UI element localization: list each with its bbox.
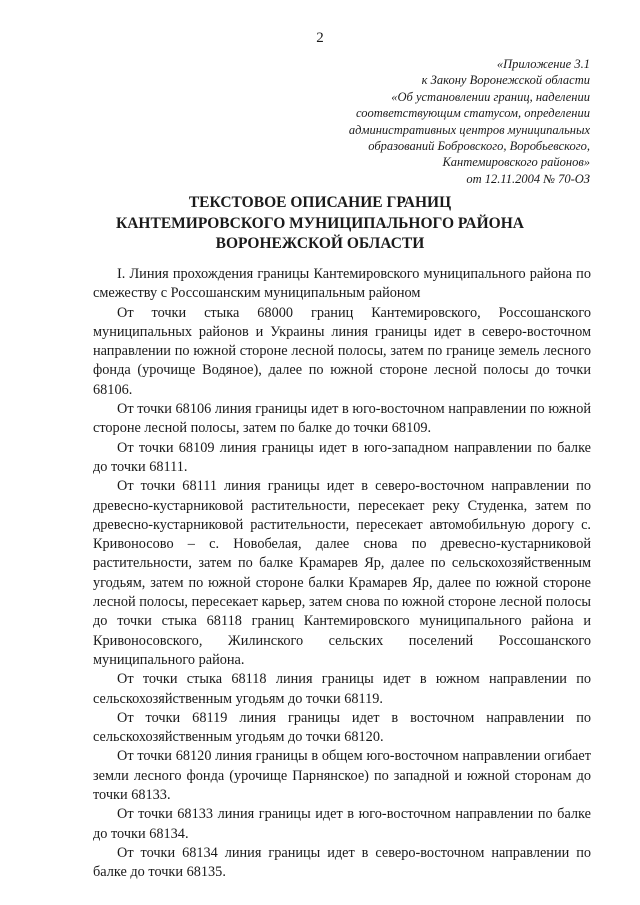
title-line: КАНТЕМИРОВСКОГО МУНИЦИПАЛЬНОГО РАЙОНА xyxy=(116,214,524,232)
appendix-line: Кантемировского районов» xyxy=(442,155,590,170)
paragraph: От точки 68106 линия границы идет в юго-восточном направлении по южной стороне лесной полосы, затем по балке до точки 68109. xyxy=(93,401,591,437)
appendix-line: «Приложение 3.1 xyxy=(496,57,590,71)
appendix-line: «Об установлении границ, наделении xyxy=(391,89,590,104)
paragraph: От точки 68111 линия границы идет в северо-восточном направлении по древесно-кустарниковой растительности, пересекает реку Студенка, затем по древесно-кустарниковой растительности, пересекает автомобильную дорогу с. Кривоносово – с. Новобелая, далее снова по древесно-кустарниковой растительности, затем по балке Крамарев Яр, далее по сельскохозяйственным угодьям, затем по южной стороне балки Крамарев Яр, далее по южной стороне лесной полосы, пересекает карьер, затем снова по южной стороне лесной полосы до точки стыка 68118 границ Кантемировского муниципального района и Кривоносовского, Жилинского сельских поселений Россошанского муниципального района. xyxy=(93,478,591,668)
title-line: ВОРОНЕЖСКОЙ ОБЛАСТИ xyxy=(215,235,425,252)
section-heading: I. Линия прохождения границы Кантемировского муниципального района по смежеству с Россошанским муниципальным районом xyxy=(93,266,591,302)
title-line: ТЕКСТОВОЕ ОПИСАНИЕ ГРАНИЦ xyxy=(188,194,452,211)
appendix-line: административных центров муниципальных xyxy=(348,122,590,137)
paragraph: От точки 68120 линия границы в общем юго-восточном направлении огибает земли лесного фонда (урочище Парнянское) по западной и южной сторонам до точки 68133. xyxy=(93,748,591,804)
document-title xyxy=(0,193,640,255)
page-number: 2 xyxy=(316,30,324,46)
appendix-reference xyxy=(300,56,590,187)
appendix-line: соответствующим статусом, определении xyxy=(356,106,590,121)
document-body xyxy=(93,265,591,883)
paragraph: От точки 68133 линия границы идет в юго-восточном направлении по балке до точки 68134. xyxy=(93,806,591,842)
paragraph: От точки стыка 68000 границ Кантемировского, Россошанского муниципальных районов и Украины линия границы идет в северо-восточном направлении по южной стороне лесной полосы, затем по границе земель лесного фонда (урочище Водяное), далее по южной стороне лесной полосы до точки 68106. xyxy=(93,304,591,398)
paragraph: От точки 68134 линия границы идет в северо-восточном направлении по балке до точки 68135. xyxy=(93,844,591,881)
paragraph: От точки 68119 линия границы идет в восточном направлении по сельскохозяйственным угодьям до точки 68120. xyxy=(93,709,591,746)
appendix-line: от 12.11.2004 № 70-ОЗ xyxy=(466,171,590,186)
paragraph: От точки 68109 линия границы идет в юго-западном направлении по балке до точки 68111. xyxy=(93,439,591,475)
appendix-line: образований Бобровского, Воробьевского, xyxy=(368,139,590,154)
appendix-line: к Закону Воронежской области xyxy=(421,73,590,88)
paragraph: От точки стыка 68118 линия границы идет в южном направлении по сельскохозяйственным угодьям до точки 68119. xyxy=(93,671,591,707)
